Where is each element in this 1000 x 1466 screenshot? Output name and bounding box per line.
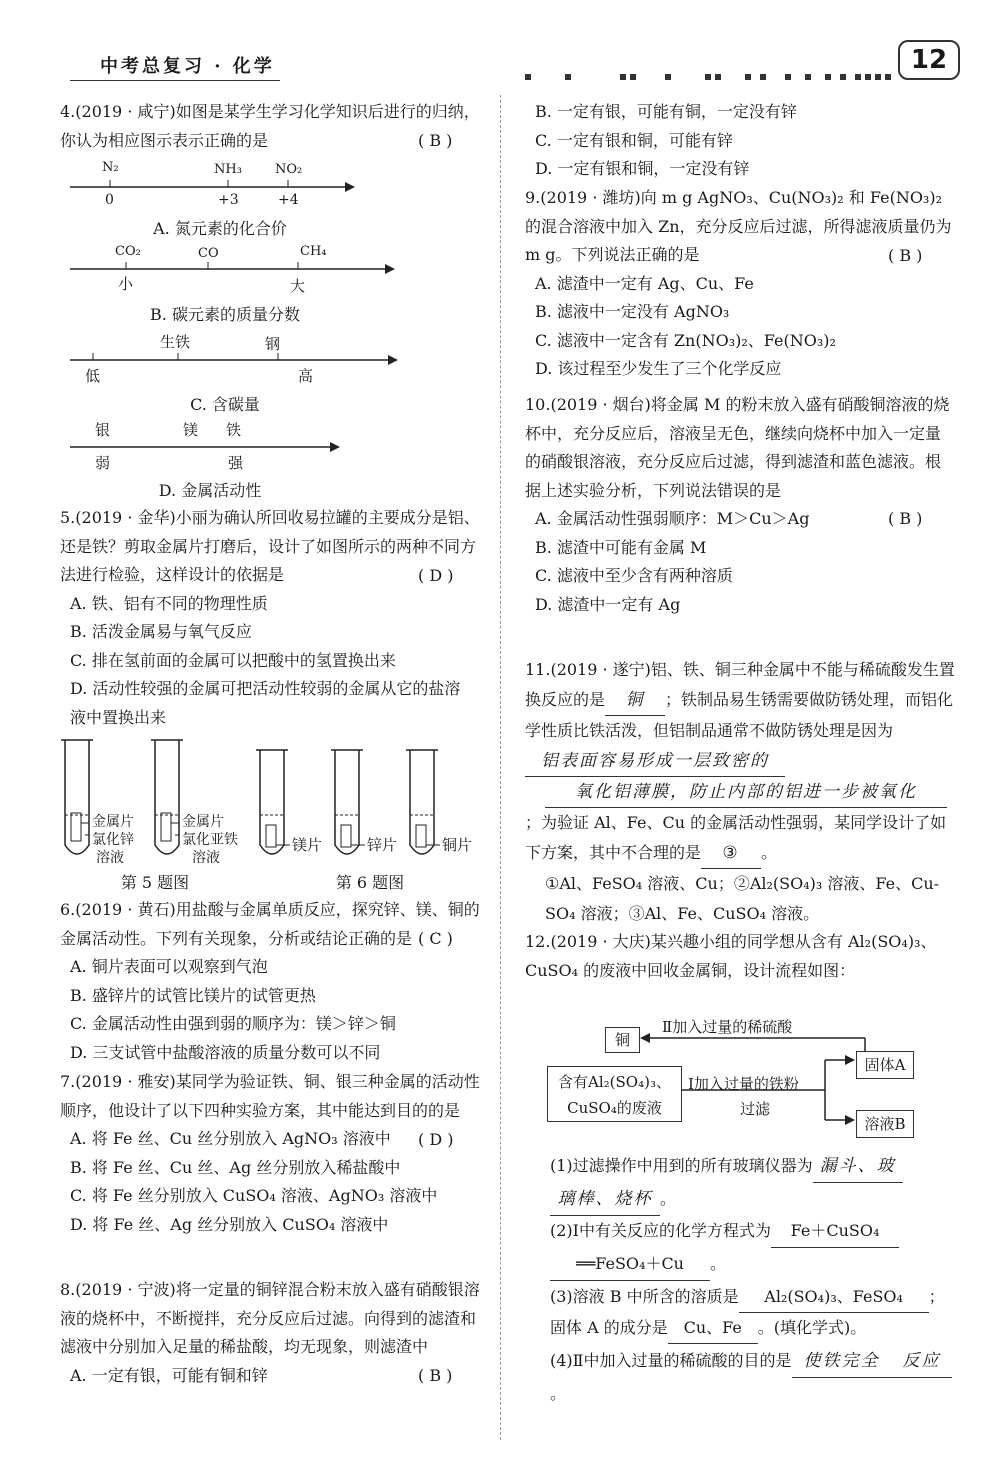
sub-1-answer-cont: 璃棒、烧杯 — [550, 1184, 660, 1216]
tube3-label: 镁片 — [292, 836, 323, 854]
waste-line-2: CuSO₄的废液 — [567, 1099, 662, 1117]
metal-strip-1 — [71, 813, 81, 841]
question-9-answer — [888, 242, 922, 271]
option-b: B. 活泼金属易与氧气反应 — [70, 622, 252, 641]
caption-d: D. 金属活动性 — [158, 481, 262, 500]
label-co: CO — [198, 246, 219, 261]
option-d: D. 滤渣中一定有 Ag — [535, 594, 681, 614]
question-5 — [60, 504, 485, 732]
option-b: B. 滤渣中可能有金属 M — [535, 537, 707, 557]
label-no2: NO₂ — [275, 162, 303, 177]
label-n2: N₂ — [102, 160, 119, 175]
option-b: B. 一定有银，可能有铜，一定没有锌 — [535, 102, 797, 121]
arrow-head-d — [330, 442, 340, 452]
question-10-answer — [888, 505, 922, 534]
question-12 — [525, 928, 955, 985]
question-6 — [60, 896, 485, 1067]
option-d: D. 活动性较强的金属可把活动性较弱的金属从它的盐溶液中置换出来 — [70, 679, 461, 727]
label-large: 大 — [290, 277, 306, 295]
page-number: 12 — [898, 40, 960, 80]
answer-mark: ( B ) — [418, 131, 453, 150]
question-11-part-4: 。 — [761, 843, 778, 862]
answer-mark: ( B ) — [888, 246, 923, 265]
sub-3-mid: ；固体 A 的成分是 — [550, 1287, 945, 1337]
question-4-answer — [418, 127, 452, 156]
decorative-dots — [525, 70, 900, 82]
label-magnesium: 镁 — [183, 421, 199, 439]
sub-1-prompt: (1)过滤操作中用到的所有玻璃仪器为 — [550, 1156, 813, 1175]
option-d: D. 该过程至少发生了三个化学反应 — [535, 359, 782, 378]
question-8-stem: 8.(2019 · 宁波)将一定量的铜锌混合粉末放入盛有硝酸银溶液的烧杯中，不断搅拌，充分反应后过滤。向得到的滤渣和滤液中分别加入足量的稀盐酸，均无现象，则滤渣中 — [60, 1280, 480, 1356]
question-5-stem: 5.(2019 · 金华)小丽为确认所回收易拉罐的主要成分是铝、还是铁？剪取金属片打磨后，设计了如图所示的两种不同方法进行检验，这样设计的依据是 — [60, 508, 480, 584]
test-tube-2 — [155, 740, 179, 854]
waste-line-1: 含有Al₂(SO₄)₃、 — [558, 1073, 671, 1091]
sub-2-answer-cont: ══FeSO₄＋Cu — [550, 1248, 710, 1281]
label-weak: 弱 — [95, 454, 111, 472]
label-iron: 铁 — [226, 421, 242, 439]
sub-1-answer: 漏斗、玻 — [813, 1151, 903, 1183]
question-9 — [525, 184, 955, 384]
option-a: A. 铜片表面可以观察到气泡 — [70, 957, 268, 976]
tube2-label-3: 溶液 — [192, 850, 220, 866]
option-c: C. 滤液中一定含有 Zn(NO₃)₂、Fe(NO₃)₂ — [535, 330, 836, 350]
sub-2-answer: Fe＋CuSO₄ — [771, 1215, 899, 1248]
question-11-part-1: 11.(2019 · 遂宁)铝、铁、铜三种金属中不能与稀硫酸发生置换反应的是 — [525, 660, 955, 709]
label-silver: 银 — [95, 421, 111, 439]
label-plus3: +3 — [218, 192, 239, 208]
figure-5-caption: 第 5 题图 — [120, 873, 190, 892]
copper-strip — [416, 825, 426, 847]
sub-2-prompt: (2)Ⅰ中有关反应的化学方程式为 — [550, 1221, 771, 1240]
label-small: 小 — [118, 275, 134, 293]
question-8-continued — [525, 98, 955, 184]
step-2-label: Ⅱ加入过量的稀硫酸 — [662, 1018, 793, 1036]
option-d: D. 一定有银和铜，一定没有锌 — [535, 159, 750, 178]
option-d: D. 将 Fe 丝、Ag 丝分别放入 CuSO₄ 溶液中 — [70, 1214, 389, 1234]
answer-mark: ( B ) — [418, 1366, 453, 1385]
answer-blank-2-cont: 氧化铝薄膜，防止内部的铝进一步被氧化 — [545, 777, 947, 808]
option-a: A. 金属活动性强弱顺序：M＞Cu＞Ag — [535, 509, 810, 528]
question-10-stem: 10.(2019 · 烟台)将金属 M 的粉末放入盛有硝酸铜溶液的烧杯中，充分反应后，溶液呈无色，继续向烧杯中加入一定量的硝酸银溶液，充分反应后过滤，得到滤渣和蓝色滤液。根据上述实验分析，下列说法错误的是 — [525, 395, 950, 500]
option-a: A. 铁、铝有不同的物理性质 — [70, 593, 268, 613]
option-c: C. 一定有银和铜，可能有锌 — [535, 130, 733, 150]
label-steel: 钢 — [265, 335, 281, 353]
tube1-label-3: 溶液 — [96, 850, 124, 866]
label-nh3: NH₃ — [214, 162, 242, 177]
header-title: 中考总复习 · 化学 — [100, 56, 275, 77]
tube2-label-2: 氯化亚铁 — [182, 832, 238, 848]
question-11-part-3: ；为验证 Al、Fe、Cu 的金属活动性强弱，某同学设计了如下方案，其中不合理的是 — [525, 813, 947, 862]
option-b: B. 滤液中一定没有 AgNO₃ — [535, 302, 730, 321]
caption-b: B. 碳元素的质量分数 — [150, 305, 300, 324]
header-rule — [70, 80, 280, 81]
option-a: A. 一定有银，可能有铜和锌 — [70, 1365, 268, 1385]
sub-4-end: 。 — [550, 1384, 567, 1403]
caption-c: C. 含碳量 — [190, 395, 260, 414]
tube2-label-1: 金属片 — [182, 814, 224, 830]
option-c: C. 滤液中至少含有两种溶质 — [535, 566, 733, 585]
question-4-stem: 4.(2019 · 咸宁)如图是某学生学习化学知识后进行的归纳，你认为相应图示表示正确的是 — [60, 102, 480, 150]
label-ch4: CH₄ — [300, 244, 327, 259]
answer-mark: ( C ) — [418, 929, 453, 948]
answer-mark: ( D ) — [418, 1130, 454, 1149]
test-tube-4 — [335, 750, 359, 854]
sub-3-answer: Al₂(SO₄)₃、FeSO₄ — [739, 1282, 929, 1313]
option-b: B. 盛锌片的试管比镁片的试管更热 — [70, 985, 316, 1005]
answer-blank-3: ③ — [701, 838, 761, 869]
question-12-sub-3 — [550, 1282, 955, 1344]
sub-4-answer-cont: 反应 — [892, 1346, 952, 1378]
label-co2: CO₂ — [115, 244, 141, 259]
question-11 — [525, 655, 955, 929]
question-5-answer — [418, 562, 453, 591]
label-strong: 强 — [228, 454, 244, 472]
sub-3-answer-2: Cu、Fe — [668, 1313, 758, 1344]
metal-strip-2 — [161, 813, 171, 841]
waste-liquid-box — [547, 1066, 682, 1122]
test-tube-3 — [260, 750, 284, 854]
sub-3-end: 。(填化学式)。 — [757, 1318, 867, 1337]
question-8-answer — [418, 1362, 452, 1391]
test-tube-5 — [410, 750, 434, 854]
column-divider — [500, 95, 501, 1440]
sub-3-prompt: (3)溶液 B 中所含的溶质是 — [550, 1287, 739, 1306]
answer-mark: ( D ) — [418, 566, 454, 585]
tube5-label: 铜片 — [442, 836, 473, 854]
option-a: A. 将 Fe 丝、Cu 丝分别放入 AgNO₃ 溶液中 — [70, 1129, 391, 1148]
magnesium-strip — [266, 825, 276, 847]
question-12-sub-2 — [550, 1215, 955, 1281]
sub-2-end: 。 — [710, 1254, 727, 1273]
zinc-strip — [341, 825, 351, 847]
answer-blank-2: 铝表面容易形成一层致密的 — [525, 746, 785, 777]
option-c: C. 金属活动性由强到弱的顺序为：镁＞锌＞铜 — [70, 1014, 396, 1033]
sub-4-answer: 使铁完全 — [792, 1346, 892, 1378]
figure-6-caption: 第 6 题图 — [335, 873, 405, 892]
solid-a-box: 固体A — [856, 1051, 914, 1079]
sub-1-end: 。 — [660, 1189, 677, 1208]
option-a: A. 滤渣中一定有 Ag、Cu、Fe — [535, 273, 754, 293]
question-6-stem: 6.(2019 · 黄石)用盐酸与金属单质反应，探究锌、镁、铜的金属活动性。下列有关现象，分析或结论正确的是 — [60, 900, 480, 948]
label-low: 低 — [85, 367, 101, 385]
copper-box: 铜 — [605, 1027, 640, 1053]
option-c: C. 排在氢前面的金属可以把酸中的氢置换出来 — [70, 650, 396, 670]
label-pig-iron: 生铁 — [160, 333, 191, 351]
label-plus4: +4 — [278, 192, 299, 208]
tube4-label: 锌片 — [367, 836, 398, 854]
step-1-filter: 过滤 — [740, 1100, 771, 1118]
question-12-stem: 12.(2019 · 大庆)某兴趣小组的同学想从含有 Al₂(SO₄)₃、CuSO₄ 的废液中回收金属铜，设计流程如图： — [525, 932, 937, 980]
question-12-sub-4 — [550, 1345, 955, 1409]
test-tube-1 — [65, 740, 89, 854]
solution-b-box: 溶液B — [856, 1110, 914, 1138]
label-high: 高 — [298, 367, 314, 385]
option-c: C. 将 Fe 丝分别放入 CuSO₄ 溶液、AgNO₃ 溶液中 — [70, 1186, 438, 1205]
question-6-answer — [418, 925, 453, 954]
question-7-answer — [418, 1126, 453, 1155]
question-11-part-2: ；铁制品易生锈需要做防锈处理，而铝化学性质比铁活泼，但铝制品通常不做防锈处理是因为 — [525, 690, 954, 740]
option-d: D. 三支试管中盐酸溶液的质量分数可以不同 — [70, 1042, 381, 1062]
tube1-label-2: 氯化锌 — [92, 832, 134, 848]
question-11-schemes: ①Al、FeSO₄ 溶液、Cu；②Al₂(SO₄)₃ 溶液、Fe、Cu-SO₄ 溶液；③Al、Fe、CuSO₄ 溶液。 — [545, 874, 940, 923]
tube1-label-1: 金属片 — [92, 814, 134, 830]
caption-a: A. 氮元素的化合价 — [153, 219, 287, 238]
label-0: 0 — [105, 192, 114, 208]
question-7-stem: 7.(2019 · 雅安)某同学为验证铁、铜、银三种金属的活动性顺序，他设计了以下四种实验方案，其中能达到目的的是 — [60, 1072, 480, 1120]
arrow-head-b — [385, 264, 395, 274]
option-b: B. 将 Fe 丝、Cu 丝、Ag 丝分别放入稀盐酸中 — [70, 1157, 401, 1177]
step-1-label: Ⅰ加入过量的铁粉 — [688, 1075, 799, 1093]
arrow-head-a — [345, 182, 355, 192]
question-12-sub-1 — [550, 1150, 955, 1216]
arrow-head-c — [388, 355, 398, 365]
answer-blank-1: 铜 — [605, 685, 665, 716]
question-9-stem: 9.(2019 · 潍坊)向 m g AgNO₃、Cu(NO₃)₂ 和 Fe(NO₃)₂ 的混合溶液中加入 Zn，充分反应后过滤，所得滤液质量仍为 m g。下列说法正确的是 — [525, 188, 957, 264]
sub-4-prompt: (4)Ⅱ中加入过量的稀硫酸的目的是 — [550, 1351, 792, 1370]
answer-mark: ( B ) — [888, 509, 923, 528]
